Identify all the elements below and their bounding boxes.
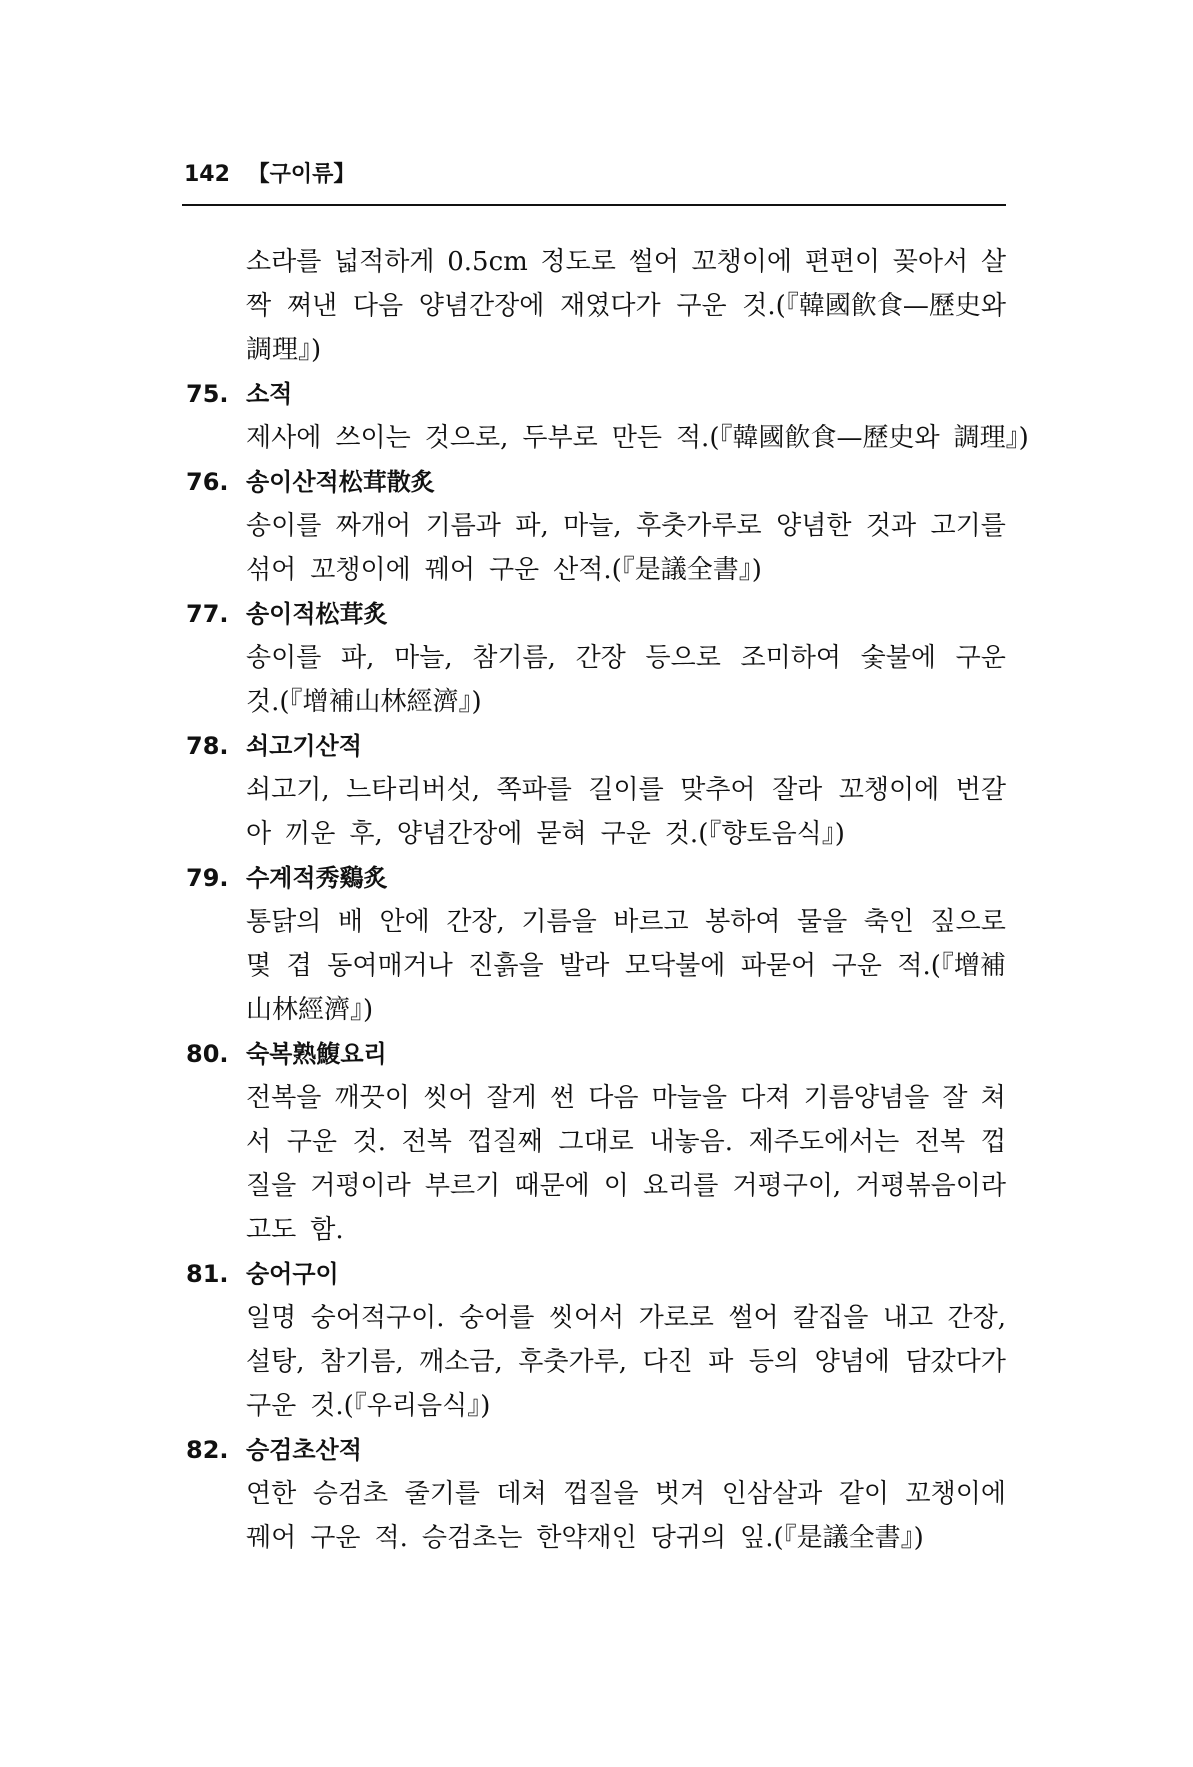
- body-text-line: 調理』): [246, 335, 322, 365]
- body-text-line: 구운 것.(『우리음식』): [246, 1391, 491, 1421]
- entry-number: 76.: [186, 468, 229, 496]
- header-rule: [182, 204, 1006, 206]
- body-text-line: 짝 쪄낸 다음 양념간장에 재였다가 구운 것.(『韓國飮食—歷史와: [246, 291, 1006, 321]
- dictionary-body: [186, 240, 1029, 1560]
- entry-number: 79.: [186, 864, 229, 892]
- entry-title: 승검초산적: [246, 1436, 362, 1464]
- body-text-line: 송이를 파, 마늘, 참기름, 간장 등으로 조미하여 숯불에 구운: [246, 643, 1006, 673]
- entry-number: 78.: [186, 732, 229, 760]
- entry-heading: [186, 1032, 1006, 1076]
- body-text-line: 것.(『增補山林經濟』): [246, 687, 482, 717]
- body-text-line: 몇 겹 동여매거나 진흙을 발라 모닥불에 파묻어 구운 적.(『增補: [246, 951, 1006, 981]
- running-header: [184, 158, 1006, 192]
- body-text-line: 山林經濟』): [246, 995, 374, 1025]
- body-text-line: 전복을 깨끗이 씻어 잘게 썬 다음 마늘을 다져 기름양념을 잘 쳐: [246, 1083, 1006, 1113]
- body-text-line: 통닭의 배 안에 간장, 기름을 바르고 봉하여 물을 축인 짚으로: [246, 907, 1006, 937]
- entry-title: 숭어구이: [246, 1260, 339, 1288]
- body-text-line: 고도 함.: [246, 1215, 344, 1245]
- body-text-line: 서 구운 것. 전복 껍질째 그대로 내놓음. 제주도에서는 전복 껍: [246, 1127, 1006, 1157]
- entry-number: 77.: [186, 600, 229, 628]
- entry-heading: [186, 856, 1006, 900]
- entry-heading: [186, 724, 1006, 768]
- body-text-line: 설탕, 참기름, 깨소금, 후춧가루, 다진 파 등의 양념에 담갔다가: [246, 1347, 1006, 1377]
- body-text-line: 일명 숭어적구이. 숭어를 씻어서 가로로 썰어 칼집을 내고 간장,: [246, 1303, 1006, 1333]
- body-text-line: 아 끼운 후, 양념간장에 묻혀 구운 것.(『향토음식』): [246, 819, 845, 849]
- entry-heading: [186, 1252, 1006, 1296]
- entry-title: 송이적松茸炙: [246, 600, 388, 628]
- body-text-line: 연한 승검초 줄기를 데쳐 껍질을 벗겨 인삼살과 같이 꼬챙이에: [246, 1479, 1006, 1509]
- entry-number: 80.: [186, 1040, 229, 1068]
- entry-heading: [186, 592, 1006, 636]
- entry-title: 소적: [246, 380, 293, 408]
- body-text-line: 꿰어 구운 적. 승검초는 한약재인 당귀의 잎.(『是議全書』): [246, 1523, 924, 1553]
- body-text-line: 송이를 짜개어 기름과 파, 마늘, 후춧가루로 양념한 것과 고기를: [246, 511, 1006, 541]
- entry-number: 82.: [186, 1436, 229, 1464]
- page-number: 142: [184, 162, 230, 187]
- body-text-line: 질을 거평이라 부르기 때문에 이 요리를 거평구이, 거평볶음이라: [246, 1171, 1006, 1201]
- entry-title: 쇠고기산적: [246, 732, 362, 760]
- entry-heading: [186, 460, 1006, 504]
- body-text-line: 쇠고기, 느타리버섯, 쪽파를 길이를 맞추어 잘라 꼬챙이에 번갈: [246, 775, 1006, 805]
- entry-heading: [186, 372, 1006, 416]
- entry-title: 송이산적松茸散炙: [246, 468, 435, 496]
- entry-title: 숙복熟鰒요리: [246, 1040, 387, 1068]
- entry-number: 81.: [186, 1260, 229, 1288]
- entry-number: 75.: [186, 380, 229, 408]
- entry-title: 수계적秀鷄炙: [246, 864, 388, 892]
- section-title: 【구이류】: [247, 162, 356, 187]
- body-text-line: 섞어 꼬챙이에 꿰어 구운 산적.(『是議全書』): [246, 555, 762, 585]
- body-text-line: 제사에 쓰이는 것으로, 두부로 만든 적.(『韓國飮食—歷史와 調理』): [246, 423, 1029, 453]
- entry-heading: [186, 1428, 1006, 1472]
- body-text-line: 소라를 넓적하게 0.5cm 정도로 썰어 꼬챙이에 편편이 꽂아서 살: [246, 247, 1006, 277]
